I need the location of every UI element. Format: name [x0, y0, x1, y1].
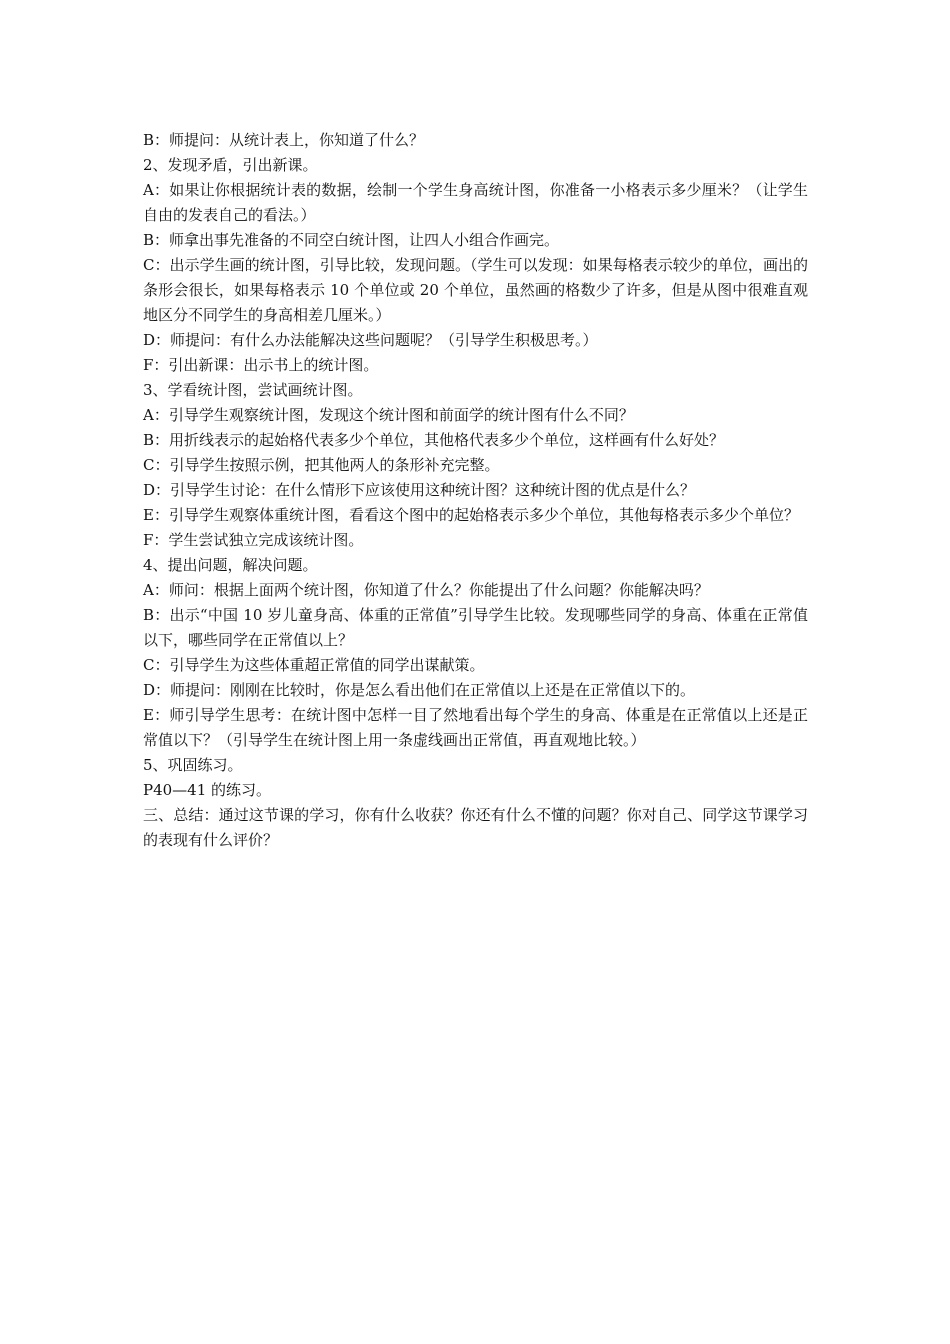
paragraph: B：师拿出事先准备的不同空白统计图，让四人小组合作画完。	[143, 231, 560, 249]
section-heading: 2、发现矛盾，引出新课。	[143, 156, 318, 174]
paragraph: F：学生尝试独立完成该统计图。	[143, 531, 364, 549]
paragraph: B：师提问：从统计表上，你知道了什么？	[143, 131, 425, 149]
section-heading: 3、学看统计图，尝试画统计图。	[143, 381, 363, 399]
paragraph: C：出示学生画的统计图，引导比较，发现问题。（学生可以发现：如果每格表示较少的单位，画出的条形会很长，如果每格表示 10 个单位或 20 个单位，虽然画的格数少了许多，但是从图中很难直观地区分不同学生的身高相差几厘米。）	[143, 256, 808, 324]
paragraph: A：引导学生观察统计图，发现这个统计图和前面学的统计图有什么不同？	[143, 406, 634, 424]
paragraph: B：用折线表示的起始格代表多少个单位，其他格代表多少个单位，这样画有什么好处？	[143, 431, 725, 449]
paragraph: D：引导学生讨论：在什么情形下应该使用这种统计图？这种统计图的优点是什么？	[143, 481, 696, 499]
paragraph: D：师提问：有什么办法能解决这些问题呢？（引导学生积极思考。）	[143, 331, 598, 349]
paragraph: F：引出新课：出示书上的统计图。	[143, 356, 379, 374]
paragraph: A：师问：根据上面两个统计图，你知道了什么？你能提出了什么问题？你能解决吗？	[143, 581, 709, 599]
paragraph: D：师提问：刚刚在比较时，你是怎么看出他们在正常值以上还是在正常值以下的。	[143, 681, 696, 699]
paragraph: C：引导学生为这些体重超正常值的同学出谋献策。	[143, 656, 485, 674]
paragraph: B：出示“中国 10 岁儿童身高、体重的正常值”引导学生比较。发现哪些同学的身高、体重在正常值以下，哪些同学在正常值以上？	[143, 606, 808, 649]
summary-paragraph: 三、总结：通过这节课的学习，你有什么收获？你还有什么不懂的问题？你对自己、同学这节课学习的表现有什么评价？	[143, 806, 808, 849]
document-body	[143, 128, 808, 853]
paragraph: A：如果让你根据统计表的数据，绘制一个学生身高统计图，你准备一小格表示多少厘米？（让学生自由的发表自己的看法。）	[143, 181, 808, 224]
paragraph: E：引导学生观察体重统计图，看看这个图中的起始格表示多少个单位，其他每格表示多少个单位？	[143, 506, 799, 524]
paragraph: C：引导学生按照示例，把其他两人的条形补充完整。	[143, 456, 500, 474]
paragraph: P40—41 的练习。	[143, 781, 272, 799]
paragraph: E：师引导学生思考：在统计图中怎样一目了然地看出每个学生的身高、体重是在正常值以上还是正常值以下？（引导学生在统计图上用一条虚线画出正常值，再直观地比较。）	[143, 706, 808, 749]
section-heading: 4、提出问题，解决问题。	[143, 556, 318, 574]
section-heading: 5、巩固练习。	[143, 756, 243, 774]
